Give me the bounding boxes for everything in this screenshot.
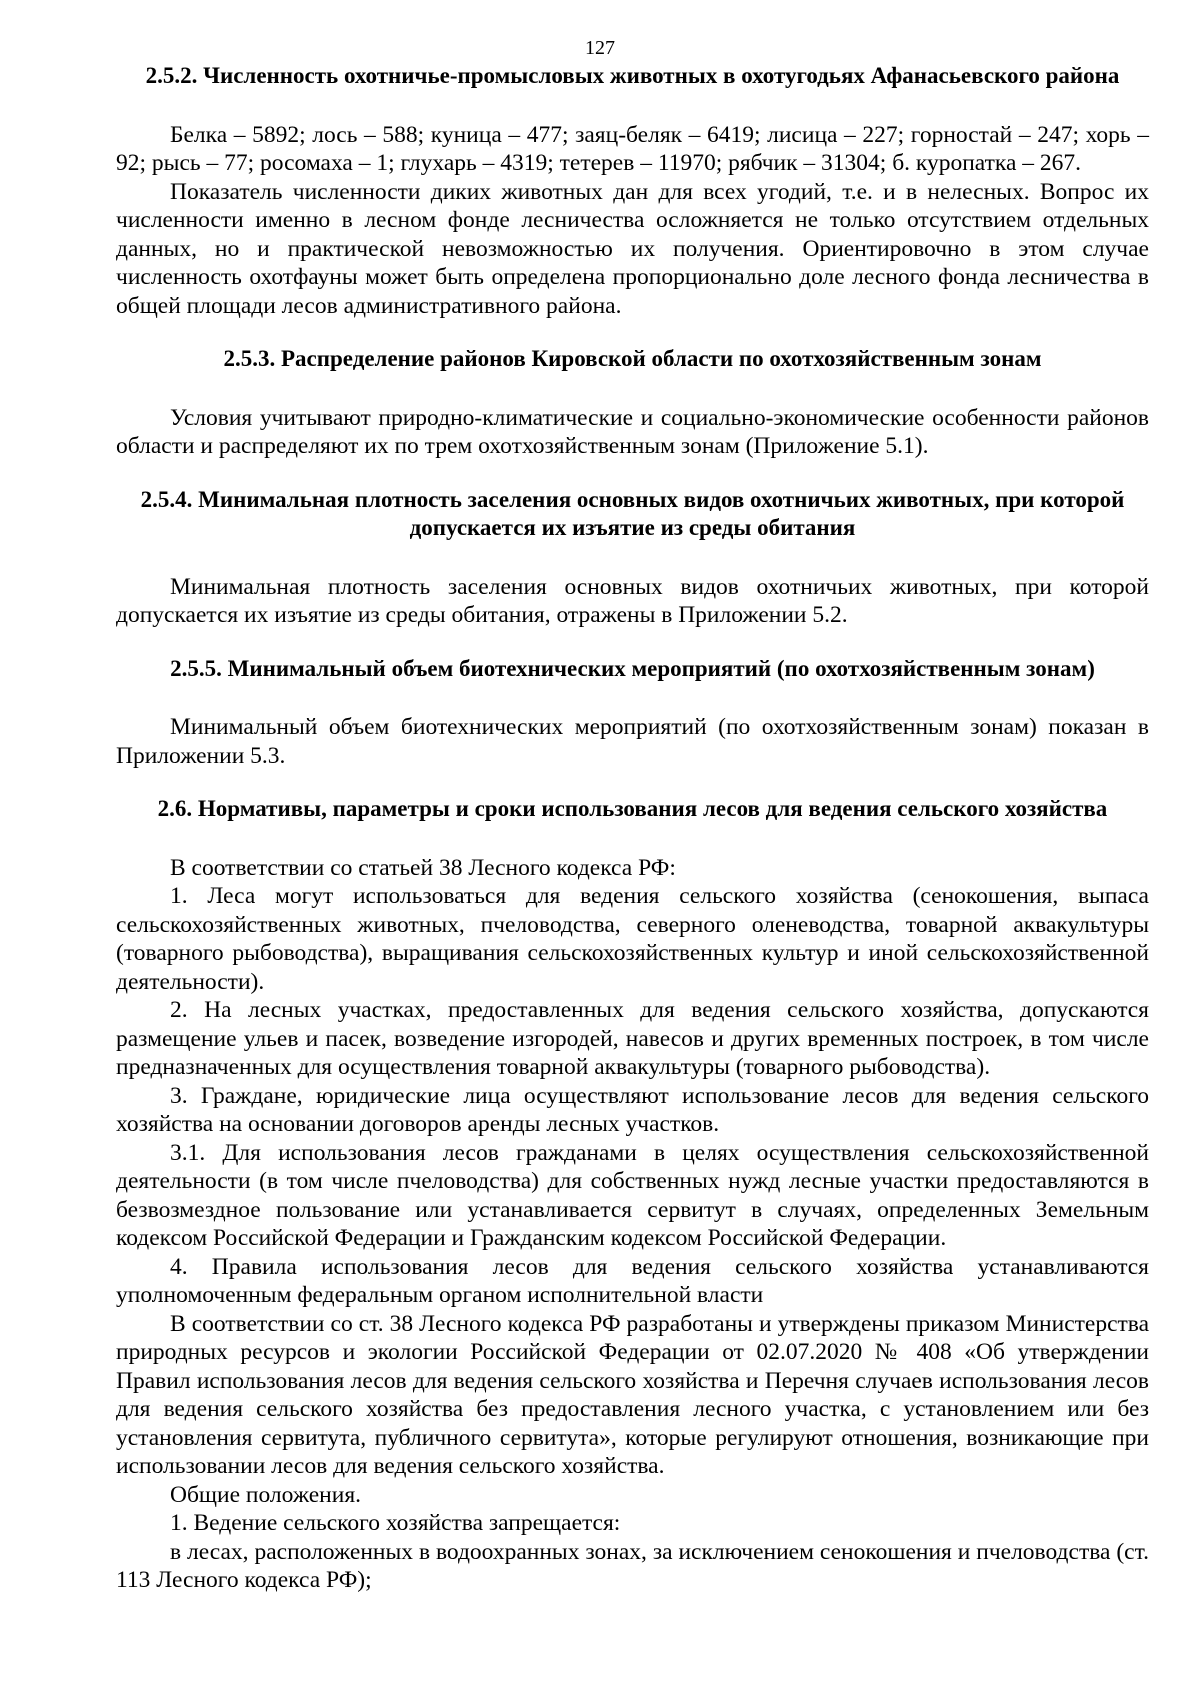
- paragraph: 1. Ведение сельского хозяйства запрещается:: [170, 1510, 621, 1536]
- section-heading-2-5-3: 2.5.3. Распределение районов Кировской области по охотхозяйственным зонам: [223, 346, 1042, 371]
- page-number: 127: [585, 37, 615, 59]
- paragraph: 4. Правила использования лесов для ведения сельского хозяйства устанавливаются уполномоченным федеральным органом исполнительной власти: [116, 1253, 1149, 1308]
- paragraph: Минимальный объем биотехнических мероприятий (по охотхозяйственным зонам) показан в Приложении 5.3.: [116, 714, 1149, 769]
- section-heading-2-5-2: 2.5.2. Численность охотничье-промысловых животных в охотугодьях Афанасьевского района: [145, 63, 1120, 88]
- paragraph: 3. Граждане, юридические лица осуществляют использование лесов для ведения сельского хозяйства на основании договоров аренды лесных участков.: [116, 1082, 1149, 1137]
- paragraph: В соответствии со статьей 38 Лесного кодекса РФ:: [170, 854, 676, 881]
- paragraph: В соответствии со ст. 38 Лесного кодекса РФ разработаны и утверждены приказом Министерства природных ресурсов и экологии Российской Федерации от 02.07.2020 № 408 «Об утверждении Правил использования лесов для ведения сельского хозяйства и Перечня случаев использования лесов для ведения сельского хозяйства без предоставления лесного участка, с установлением или без установления сервитута, публичного сервитута», которые регулируют отношения, возникающие при использовании лесов для ведения сельского хозяйства.: [116, 1310, 1149, 1479]
- paragraph: Минимальная плотность заселения основных видов охотничьих животных, при которой допускается их изъятие из среды обитания, отражены в Приложении 5.2.: [116, 573, 1149, 628]
- paragraph: 3.1. Для использования лесов гражданами в целях осуществления сельскохозяйственной деятельности (в том числе пчеловодства) для собственных нужд лесные участки предоставляются в безвозмездное пользование или устанавливается сервитут в случаях, определенных Земельным кодексом Российской Федерации и Гражданским кодексом Российской Федерации.: [116, 1139, 1149, 1251]
- paragraph: Белка – 5892; лось – 588; куница – 477; заяц-беляк – 6419; лисица – 227; горностай – 247; хорь – 92; рысь – 77; росомаха – 1; глухарь – 4319; тетерев – 11970; рябчик – 31304; б. куропатка – 267.: [116, 121, 1149, 176]
- section-heading-2-5-4: 2.5.4. Минимальная плотность заселения основных видов охотничьих животных, при которой допускается их изъятие из среды обитания: [140, 486, 1125, 540]
- section-heading-2-5-5: 2.5.5. Минимальный объем биотехнических мероприятий (по охотхозяйственным зонам): [170, 655, 1095, 681]
- paragraph: 2. На лесных участках, предоставленных для ведения сельского хозяйства, допускаются размещение ульев и пасек, возведение изгородей, навесов и других временных построек, в том числе предназначенных для осуществления товарной аквакультуры (товарного рыбоводства).: [116, 997, 1149, 1080]
- paragraph: Общие положения.: [170, 1481, 362, 1508]
- page-content: [116, 62, 1149, 1595]
- paragraph: в лесах, расположенных в водоохранных зонах, за исключением сенокошения и пчеловодства (ст. 113 Лесного кодекса РФ);: [116, 1538, 1149, 1593]
- paragraph: Условия учитывают природно-климатические и социально-экономические особенности районов области и распределяют их по трем охотхозяйственным зонам (Приложение 5.1).: [116, 404, 1149, 459]
- paragraph: 1. Леса могут использоваться для ведения сельского хозяйства (сенокошения, выпаса сельскохозяйственных животных, пчеловодства, северного оленеводства, товарной аквакультуры (товарного рыбоводства), выращивания сельскохозяйственных культур и иной сельскохозяйственной деятельности).: [116, 883, 1149, 995]
- paragraph: Показатель численности диких животных дан для всех угодий, т.е. и в нелесных. Вопрос их численности именно в лесном фонде лесничества осложняется не только отсутствием отдельных данных, но и практической невозможностью их получения. Ориентировочно в этом случае численность охотфауны может быть определена пропорционально доле лесного фонда лесничества в общей площади лесов административного района.: [116, 178, 1149, 319]
- section-heading-2-6: 2.6. Нормативы, параметры и сроки использования лесов для ведения сельского хозяйства: [157, 796, 1108, 821]
